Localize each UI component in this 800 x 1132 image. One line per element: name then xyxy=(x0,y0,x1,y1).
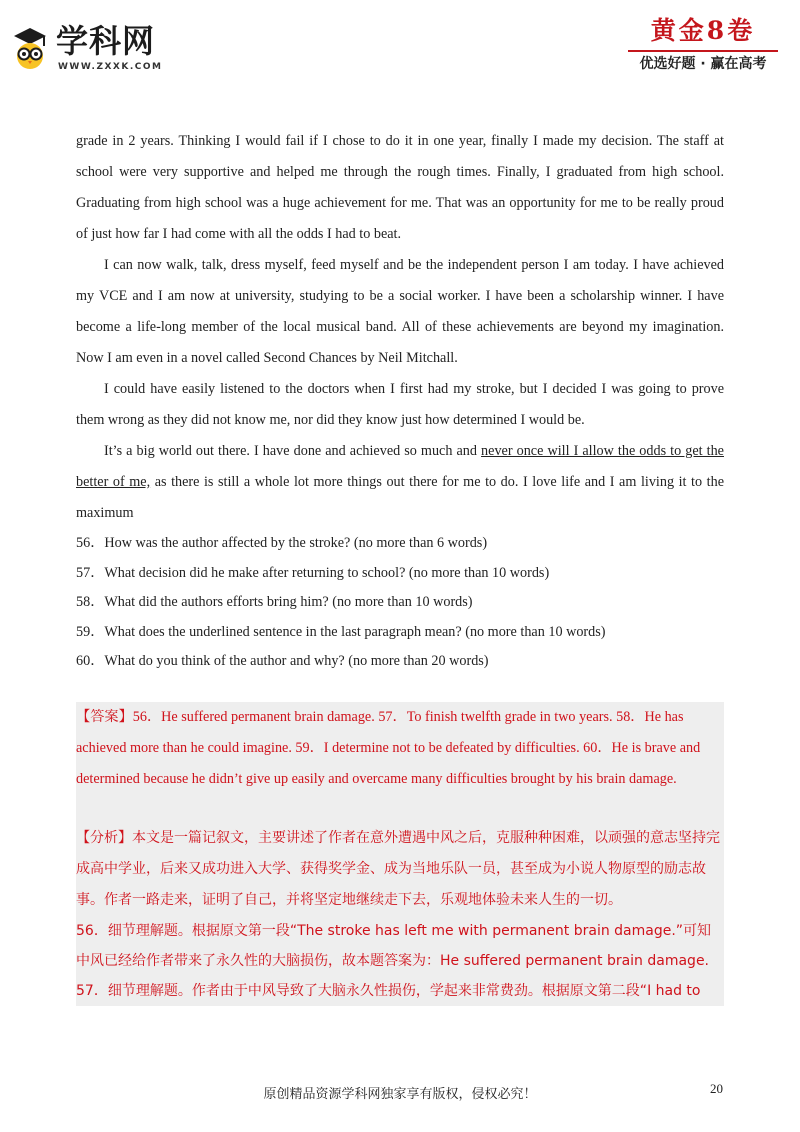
passage-content xyxy=(76,126,724,677)
analysis-text: 本文是一篇记叙文，主要讲述了作者在意外遭遇中风之后，克服种种困难，以顽强的意志坚持完成高中学业，后来又成功进入大学、获得奖学金、成为当地乐队一员，甚至成为小说人物原型的励志故事。作者一路走来，证明了自己，并将坚定地继续走下去，乐观地体验未来人生的一切。 xyxy=(76,830,720,908)
question-item: 58．What did the authors efforts bring him? (no more than 10 words) xyxy=(76,594,473,611)
passage-paragraph-last xyxy=(76,436,724,529)
analysis-block xyxy=(76,823,724,916)
passage-text: It’s a big world out there. I have done and achieved so much and xyxy=(104,443,482,459)
question-item: 57．What decision did he make after returning to school? (no more than 10 words) xyxy=(76,564,550,581)
brand-badge xyxy=(628,14,778,76)
copyright-notice: 原创精品资源学科网独家享有版权，侵权必究！ xyxy=(263,1087,537,1102)
page-number: 20 xyxy=(710,1081,723,1096)
analysis-label: 【分析】 xyxy=(76,830,132,846)
logo-url: WWW.ZXXK.COM xyxy=(58,62,163,72)
answer-block xyxy=(76,702,724,795)
brand-title: 黄金8卷 xyxy=(628,14,778,52)
zxxk-logo[interactable] xyxy=(10,22,170,78)
passage-paragraph: grade in 2 years. Thinking I would fail if I chose to do it in one year, finally I made my decision. The staff at school were very supportive and helped me through the rough times. Finally, I graduated from high school. Graduating from high school was a huge achievement for me. That was an opportunity for me to be really proud of just how far I had come with all the odds I had to beat. xyxy=(76,133,724,242)
question-item: 60．What do you think of the author and why? (no more than 20 words) xyxy=(76,653,489,670)
analysis-item: 56．细节理解题。根据原文第一段“The stroke has left me with permanent brain damage.”可知中风已经给作者带来了永久性的大脑损伤，故本题答案为：He suffered permanent brain damage. xyxy=(76,923,712,969)
question-item: 56．How was the author affected by the stroke? (no more than 6 words) xyxy=(76,535,488,551)
page-footer xyxy=(0,1079,800,1103)
passage-paragraph: I can now walk, talk, dress myself, feed myself and be the independent person I am today. I have achieved my VCE and I am now at university, studying to be a social worker. I have been a scholarship winner. I have become a life-long member of the local musical band. All of these achievements are beyond my imagination. Now I am even in a novel called Second Chances by Neil Mitchall. xyxy=(76,257,724,366)
question-item: 59．What does the underlined sentence in the last paragraph mean? (no more than 10 words) xyxy=(76,623,606,640)
brand-subtitle: 优选好题 · 赢在高考 xyxy=(639,56,767,72)
owl-mascot-icon xyxy=(10,26,50,70)
answer-label: 【答案】 xyxy=(76,709,133,725)
passage-paragraph: I could have easily listened to the doctors when I first had my stroke, but I decided I was going to prove them wrong as they did not know me, nor did they know just how determined I would be. xyxy=(76,381,724,428)
answer-section xyxy=(76,702,724,1006)
logo-wordmark: 学科网 xyxy=(56,22,156,60)
answer-text: 56．He suffered permanent brain damage. 57．To finish twelfth grade in two years. 58．He has achieved more than he could imagine. 59．I determine not to be defeated by difficulties. 60．He is brave and determined because he didn’t give up easily and overcame many difficulties brought by his brain damage. xyxy=(76,709,701,787)
analysis-item: 57．细节理解题。作者由于中风导致了大脑永久性损伤，学起来非常费劲。根据原文第二段“I had to xyxy=(76,983,701,999)
underlined-sentence: never once will I allow the odds to get the better of me, xyxy=(76,443,724,490)
passage-text: as there is still a whole lot more things out there for me to do. I love life and I am living it to the maximum xyxy=(76,474,724,521)
page-header xyxy=(0,0,800,90)
